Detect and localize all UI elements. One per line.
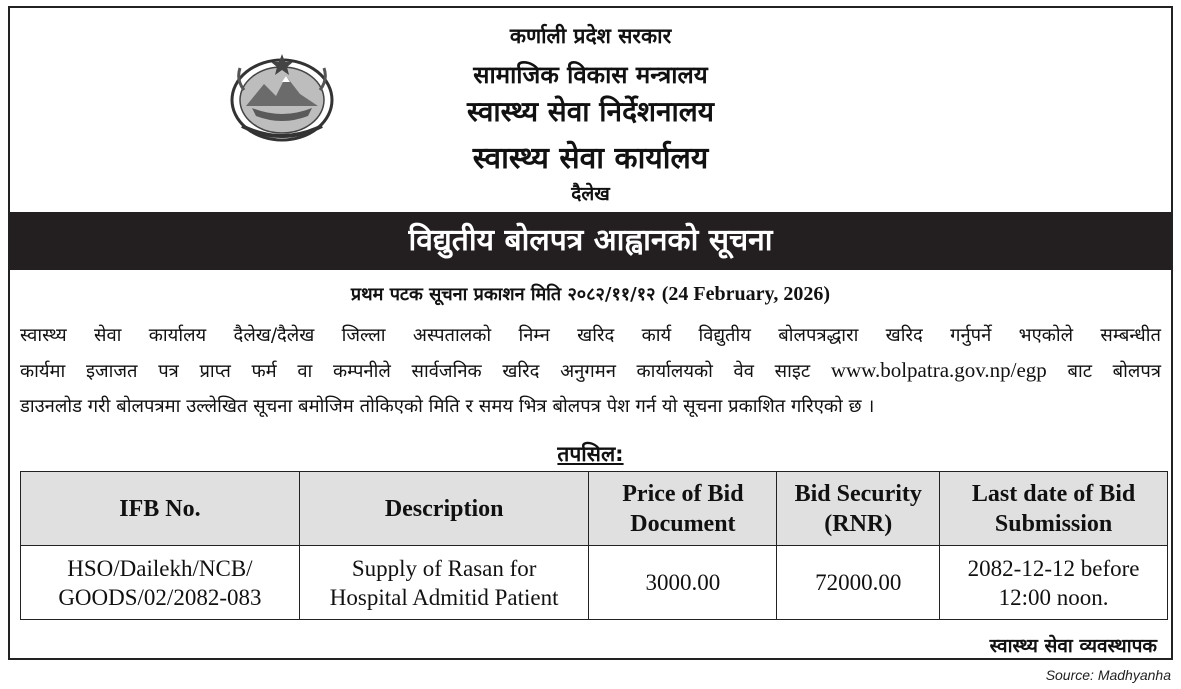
header-last-date: Last date of Bid Submission <box>940 472 1168 546</box>
body-line-2 <box>20 353 1161 389</box>
publication-date-label: प्रथम पटक सूचना प्रकाशन मिति २०८२/११/१२ <box>350 284 656 305</box>
header-price: Price of Bid Document <box>589 472 777 546</box>
bid-details-table <box>20 471 1168 620</box>
details-heading: तपसिल: <box>557 442 624 466</box>
header-district: दैलेख <box>571 183 610 205</box>
cell-ifb: HSO/Dailekh/NCB/ GOODS/02/2082-083 <box>21 546 300 620</box>
cell-description: Supply of Rasan for Hospital Admitid Patient <box>299 546 589 620</box>
header-description: Description <box>299 472 589 546</box>
body-line-3: डाउनलोड गरी बोलपत्रमा उल्लेखित सूचना बमोजिम तोकिएको मिति र समय भित्र बोलपत्र पेश गर्न यो सूचना प्रकाशित गरिएको छ । <box>20 396 875 417</box>
notice-frame <box>8 6 1173 660</box>
header-directorate: स्वास्थ्य सेवा निर्देशनालय <box>466 95 715 128</box>
header-province: कर्णाली प्रदेश सरकार <box>509 24 672 48</box>
body-line-2-pre: कार्यमा इजाजत पत्र प्राप्त फर्म वा कम्पनीले सार्वजनिक खरिद अनुगमन कार्यालयको वेव साइट <box>20 361 831 382</box>
header-office: स्वास्थ्य सेवा कार्यालय <box>472 141 709 176</box>
egp-url-link[interactable]: www.bolpatra.gov.np/egp <box>830 358 1047 382</box>
cell-security: 72000.00 <box>777 546 940 620</box>
table-row <box>21 546 1168 620</box>
header-security: Bid Security (RNR) <box>777 472 940 546</box>
publication-date <box>10 282 1171 306</box>
cell-last-date: 2082-12-12 before 12:00 noon. <box>940 546 1168 620</box>
cell-price: 3000.00 <box>589 546 777 620</box>
signature-manager: स्वास्थ्य सेवा व्यवस्थापक <box>989 635 1157 657</box>
body-line-1: स्वास्थ्य सेवा कार्यालय दैलेख/दैलेख जिल्ला अस्पतालको निम्न खरिद कार्य विद्युतीय बोलपत्रद्धारा खरिद गर्नुपर्ने भएकोले सम्बन्धीत <box>20 325 1161 346</box>
body-line-2-post: बाट बोलपत्र <box>1046 361 1161 382</box>
source-credit: Source: Madhyanha <box>1045 667 1171 683</box>
notice-body <box>20 318 1161 424</box>
notice-title-banner: विद्युतीय बोलपत्र आह्वानको सूचना <box>10 212 1171 270</box>
header-ministry: सामाजिक विकास मन्त्रालय <box>473 61 708 89</box>
publication-date-english: (24 February, 2026) <box>661 283 831 305</box>
table-header-row <box>21 472 1168 546</box>
header-ifb: IFB No. <box>21 472 300 546</box>
